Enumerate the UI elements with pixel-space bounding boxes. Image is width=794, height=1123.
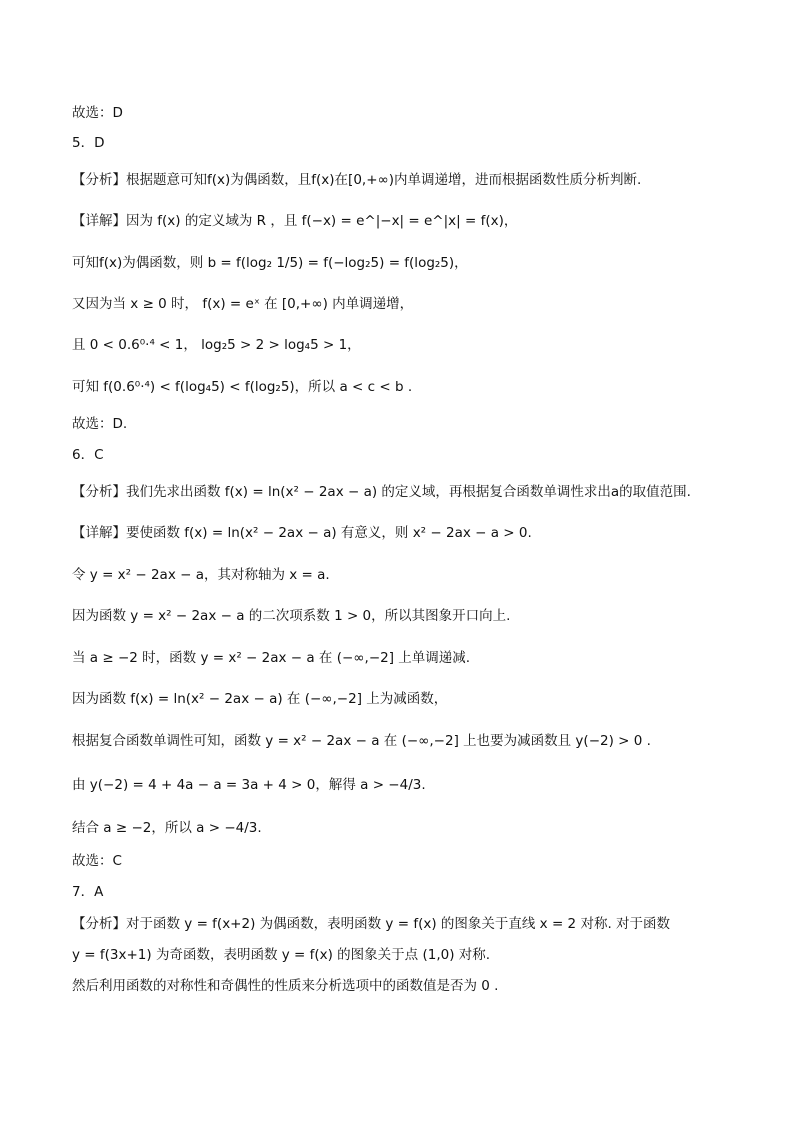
text-line: 故选：D	[72, 105, 123, 121]
analysis-line: 【分析】我们先求出函数 f(x) = ln(x² − 2ax − a) 的定义域，再根据复合函数单调性求出a的取值范围.	[72, 484, 691, 500]
text-line: 然后利用函数的对称性和奇偶性的性质来分析选项中的函数值是否为 0 .	[72, 978, 499, 994]
text-line: 可知f(x)为偶函数，则 b = f(log₂ 1/5) = f(−log₂5) = f(log₂5)，	[72, 255, 468, 271]
detail-line: 【详解】要使函数 f(x) = ln(x² − 2ax − a) 有意义，则 x² − 2ax − a > 0.	[72, 525, 532, 541]
question-number: 5．D	[72, 135, 105, 151]
question-number: 7．A	[72, 884, 104, 900]
text-line: 因为函数 y = x² − 2ax − a 的二次项系数 1 > 0，所以其图象开口向上.	[72, 608, 511, 624]
text-line: 令 y = x² − 2ax − a，其对称轴为 x = a.	[72, 567, 330, 583]
text-line: 根据复合函数单调性可知，函数 y = x² − 2ax − a 在 (−∞,−2] 上也要为减函数且 y(−2) > 0 .	[72, 733, 651, 749]
text-line: 且 0 < 0.6⁰·⁴ < 1， log₂5 > 2 > log₄5 > 1，	[72, 337, 361, 353]
text-line: 故选：C	[72, 853, 122, 869]
text-line: 因为函数 f(x) = ln(x² − 2ax − a) 在 (−∞,−2] 上为减函数，	[72, 691, 448, 707]
question-number: 6．C	[72, 447, 104, 463]
text-line: 当 a ≥ −2 时，函数 y = x² − 2ax − a 在 (−∞,−2] 上单调递减.	[72, 650, 471, 666]
text-line: 故选：D.	[72, 416, 128, 432]
detail-line: 【详解】因为 f(x) 的定义域为 R ，且 f(−x) = e^|−x| = e^|x| = f(x)，	[72, 213, 518, 229]
analysis-line: 【分析】根据题意可知f(x)为偶函数，且f(x)在[0,+∞)内单调递增，进而根据函数性质分析判断.	[72, 172, 642, 188]
text-line: 可知 f(0.6⁰·⁴) < f(log₄5) < f(log₂5)，所以 a < c < b .	[72, 379, 413, 395]
text-line: y = f(3x+1) 为奇函数，表明函数 y = f(x) 的图象关于点 (1,0) 对称.	[72, 947, 491, 963]
text-line: 由 y(−2) = 4 + 4a − a = 3a + 4 > 0，解得 a > −4/3.	[72, 777, 426, 793]
analysis-line: 【分析】对于函数 y = f(x+2) 为偶函数，表明函数 y = f(x) 的图象关于直线 x = 2 对称. 对于函数	[72, 916, 671, 932]
text-line: 结合 a ≥ −2，所以 a > −4/3.	[72, 820, 262, 836]
text-line: 又因为当 x ≥ 0 时， f(x) = eˣ 在 [0,+∞) 内单调递增，	[72, 296, 414, 312]
